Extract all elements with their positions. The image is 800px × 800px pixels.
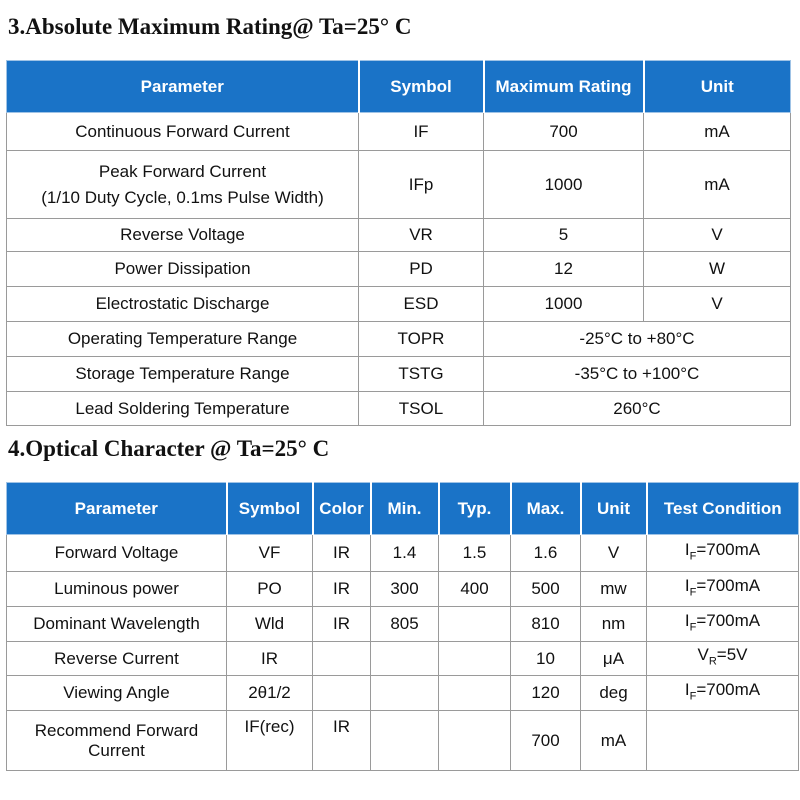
condition-variable: I bbox=[684, 610, 690, 630]
table-row bbox=[7, 322, 791, 357]
header-unit: Unit bbox=[581, 483, 647, 535]
symbol-cell: 2θ1/2 bbox=[227, 676, 313, 711]
unit-cell: V bbox=[581, 535, 647, 572]
parameter-cell: Electrostatic Discharge bbox=[7, 287, 359, 322]
max-cell: 120 bbox=[511, 676, 581, 711]
symbol-cell: IF bbox=[359, 113, 484, 151]
parameter-cell: Power Dissipation bbox=[7, 252, 359, 287]
table-row bbox=[7, 711, 799, 771]
condition-variable: V bbox=[697, 645, 709, 665]
unit-cell: deg bbox=[581, 676, 647, 711]
symbol-cell: TOPR bbox=[359, 322, 484, 357]
symbol-cell: PO bbox=[227, 572, 313, 607]
min-cell: 300 bbox=[371, 572, 439, 607]
unit-cell: V bbox=[644, 219, 791, 252]
test-condition-cell bbox=[647, 572, 799, 607]
condition-value: =700mA bbox=[696, 610, 761, 630]
condition-variable: I bbox=[684, 575, 690, 595]
rating-cell: 1000 bbox=[484, 151, 644, 219]
rating-cell: 1000 bbox=[484, 287, 644, 322]
unit-cell: mA bbox=[644, 151, 791, 219]
symbol-cell: IF(rec) bbox=[227, 711, 313, 771]
condition-subscript: R bbox=[708, 655, 717, 668]
parameter-cell: Reverse Current bbox=[7, 642, 227, 676]
parameter-cell: Lead Soldering Temperature bbox=[7, 392, 359, 426]
symbol-cell: PD bbox=[359, 252, 484, 287]
typ-cell: 400 bbox=[439, 572, 511, 607]
test-condition-cell bbox=[647, 642, 799, 676]
max-cell: 500 bbox=[511, 572, 581, 607]
header-min: Min. bbox=[371, 483, 439, 535]
header-parameter: Parameter bbox=[7, 483, 227, 535]
parameter-cell: Dominant Wavelength bbox=[7, 607, 227, 642]
table-row bbox=[7, 151, 791, 219]
min-cell bbox=[371, 711, 439, 771]
table-header-row bbox=[7, 61, 791, 113]
parameter-cell: Luminous power bbox=[7, 572, 227, 607]
max-cell: 810 bbox=[511, 607, 581, 642]
parameter-cell: Forward Voltage bbox=[7, 535, 227, 572]
unit-cell: V bbox=[644, 287, 791, 322]
table-row bbox=[7, 535, 799, 572]
max-cell: 700 bbox=[511, 711, 581, 771]
table-row bbox=[7, 252, 791, 287]
header-max: Max. bbox=[511, 483, 581, 535]
table-row bbox=[7, 642, 799, 676]
min-cell bbox=[371, 676, 439, 711]
condition-subscript: F bbox=[689, 621, 697, 634]
test-condition-cell bbox=[647, 607, 799, 642]
color-cell: IR bbox=[313, 572, 371, 607]
unit-cell: mw bbox=[581, 572, 647, 607]
table-header-row bbox=[7, 483, 799, 535]
table-row bbox=[7, 607, 799, 642]
color-cell bbox=[313, 676, 371, 711]
header-parameter: Parameter bbox=[7, 61, 359, 113]
parameter-note: (1/10 Duty Cycle, 0.1ms Pulse Width) bbox=[41, 187, 324, 207]
test-condition-cell bbox=[647, 676, 799, 711]
table-row bbox=[7, 113, 791, 151]
parameter-cell: Operating Temperature Range bbox=[7, 322, 359, 357]
min-cell bbox=[371, 642, 439, 676]
test-condition-cell bbox=[647, 711, 799, 771]
header-test-condition: Test Condition bbox=[647, 483, 799, 535]
condition-subscript: F bbox=[689, 586, 697, 599]
header-symbol: Symbol bbox=[359, 61, 484, 113]
unit-cell: mA bbox=[644, 113, 791, 151]
max-cell: 10 bbox=[511, 642, 581, 676]
typ-cell bbox=[439, 607, 511, 642]
section3-title: 3.Absolute Maximum Rating@ Ta=25° C bbox=[8, 14, 412, 39]
unit-cell: mA bbox=[581, 711, 647, 771]
rating-cell: 700 bbox=[484, 113, 644, 151]
symbol-cell: VF bbox=[227, 535, 313, 572]
condition-value: =700mA bbox=[696, 575, 761, 595]
typ-cell bbox=[439, 642, 511, 676]
condition-subscript: F bbox=[689, 550, 697, 563]
min-cell: 1.4 bbox=[371, 535, 439, 572]
table-row bbox=[7, 287, 791, 322]
table-row bbox=[7, 219, 791, 252]
parameter-label: Peak Forward Current bbox=[98, 161, 267, 181]
rating-cell: 5 bbox=[484, 219, 644, 252]
parameter-cell: Viewing Angle bbox=[7, 676, 227, 711]
parameter-cell bbox=[7, 151, 359, 219]
condition-value: =700mA bbox=[696, 679, 761, 699]
typ-cell bbox=[439, 711, 511, 771]
header-typ: Typ. bbox=[439, 483, 511, 535]
max-cell: 1.6 bbox=[511, 535, 581, 572]
unit-cell: W bbox=[644, 252, 791, 287]
table-row bbox=[7, 572, 799, 607]
table-row bbox=[7, 392, 791, 426]
symbol-cell: TSTG bbox=[359, 357, 484, 392]
symbol-cell: VR bbox=[359, 219, 484, 252]
unit-cell: nm bbox=[581, 607, 647, 642]
color-cell bbox=[313, 642, 371, 676]
min-cell: 805 bbox=[371, 607, 439, 642]
symbol-cell: IFp bbox=[359, 151, 484, 219]
table-row bbox=[7, 676, 799, 711]
unit-cell: μA bbox=[581, 642, 647, 676]
header-maximum-rating: Maximum Rating bbox=[484, 61, 644, 113]
test-condition-cell bbox=[647, 535, 799, 572]
color-cell: IR bbox=[313, 711, 371, 771]
header-unit: Unit bbox=[644, 61, 791, 113]
parameter-cell: Storage Temperature Range bbox=[7, 357, 359, 392]
symbol-cell: IR bbox=[227, 642, 313, 676]
condition-variable: I bbox=[684, 539, 690, 559]
parameter-cell: Reverse Voltage bbox=[7, 219, 359, 252]
condition-value: =700mA bbox=[696, 539, 761, 559]
rating-cell: 12 bbox=[484, 252, 644, 287]
rating-cell: -35°C to +100°C bbox=[484, 357, 791, 392]
rating-cell: -25°C to +80°C bbox=[484, 322, 791, 357]
parameter-cell: Recommend Forward Current bbox=[7, 711, 227, 771]
table-row bbox=[7, 357, 791, 392]
header-symbol: Symbol bbox=[227, 483, 313, 535]
typ-cell bbox=[439, 676, 511, 711]
header-color: Color bbox=[313, 483, 371, 535]
typ-cell: 1.5 bbox=[439, 535, 511, 572]
condition-subscript: F bbox=[689, 690, 697, 703]
symbol-cell: Wld bbox=[227, 607, 313, 642]
condition-value: =5V bbox=[716, 645, 748, 665]
optical-character-table bbox=[6, 482, 799, 771]
symbol-cell: ESD bbox=[359, 287, 484, 322]
absolute-maximum-rating-table bbox=[6, 60, 791, 426]
rating-cell: 260°C bbox=[484, 392, 791, 426]
color-cell: IR bbox=[313, 535, 371, 572]
section4-title: 4.Optical Character @ Ta=25° C bbox=[8, 436, 330, 461]
color-cell: IR bbox=[313, 607, 371, 642]
condition-variable: I bbox=[684, 679, 690, 699]
symbol-cell: TSOL bbox=[359, 392, 484, 426]
parameter-cell: Continuous Forward Current bbox=[7, 113, 359, 151]
